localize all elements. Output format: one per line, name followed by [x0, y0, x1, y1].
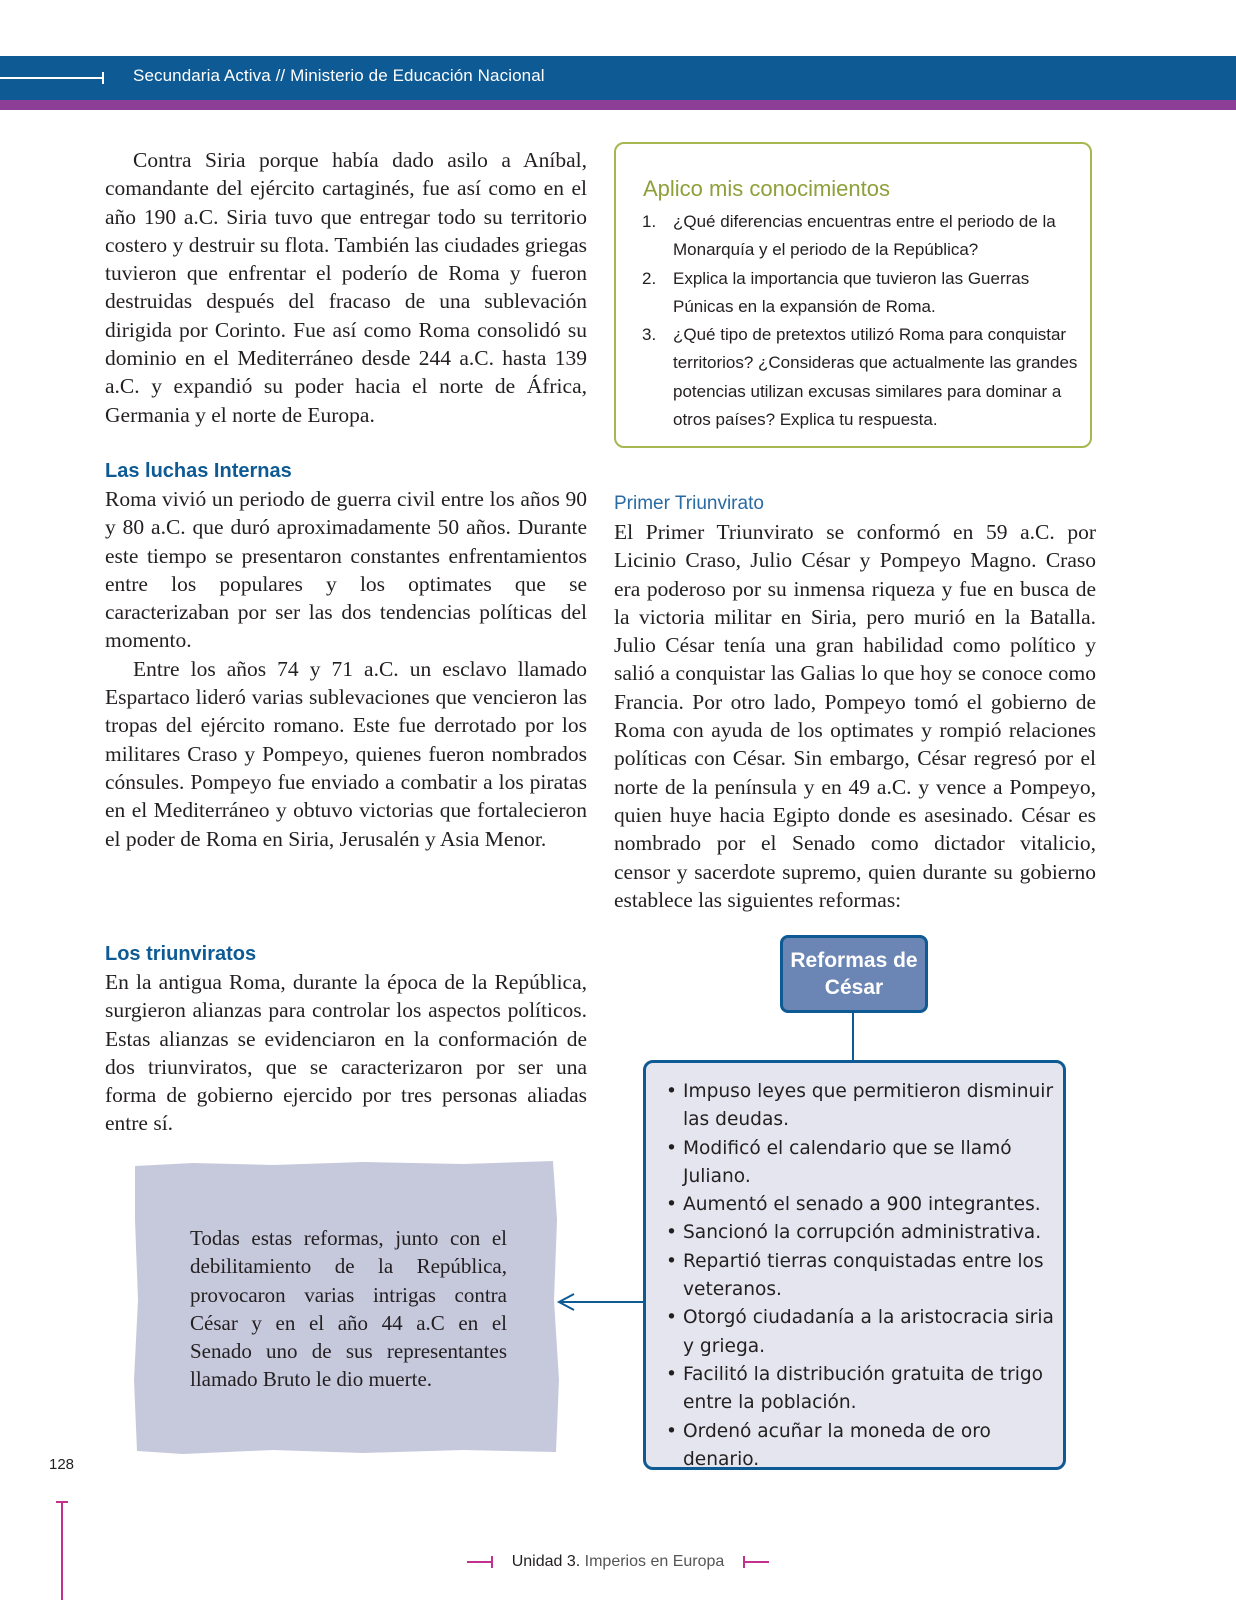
- question-text: Explica la importancia que tuvieron las Guerras Púnicas en la expansión de Roma.: [673, 268, 1030, 316]
- luchas-internas-heading: Las luchas Internas: [105, 459, 292, 482]
- primer-triunvirato-paragraph: El Primer Triunvirato se conformó en 59 a.C. por Licinio Craso, Julio César y Pompeyo Magno. Craso era poderoso por su inmensa riqueza y fue en busca de la victoria militar en Siria, pero murió en la Batalla. Julio César tenía una gran habilidad como político y salió a conquistar las Galias lo que hoy se conoce como Francia. Por otro lado, Pompeyo tomó el gobierno de Roma con ayuda de los optimates y rompió relaciones políticas con César. Sin embargo, César regresó por el norte de la península y en 49 a.C. y vence a Pompeyo, quien huye hacia Egipto donde es asesinado. César es nombrado por el Senado como dictador vitalicio, censor y sacerdote supremo, quien durante su gobierno establece las siguientes reformas:: [614, 520, 1096, 912]
- reformas-list-box: [643, 1060, 1066, 1470]
- reform-item: • Sancionó la corrupción administrativa.: [666, 1219, 1061, 1247]
- question-number: 2.: [642, 268, 657, 288]
- aplico-title: Aplico mis conocimientos: [643, 176, 890, 201]
- aplico-question: [638, 321, 1078, 434]
- question-text: ¿Qué diferencias encuentras entre el periodo de la Monarquía y el periodo de la República?: [673, 212, 1056, 260]
- left-column: [105, 146, 587, 853]
- luchas-paragraph-2: Entre los años 74 y 71 a.C. un esclavo llamado Espartaco lideró varias sublevaciones que vencieron las tropas del ejército romano. Este fue derrotado por los militares Craso y Pompeyo, quienes fueron nombrados cónsules. Pompeyo fue enviado a combatir a los piratas en el Mediterráneo y obtuvo victorias que fortalecieron el poder de Roma en Siria, Jerusalén y Asia Menor.: [105, 656, 587, 851]
- reformas-list: [666, 1078, 1061, 1474]
- triunviratos-section: [105, 940, 587, 1138]
- question-text: ¿Qué tipo de pretextos utilizó Roma para conquistar territorios? ¿Consideras que actualmente las grandes potencias utilizan excusas similares para dominar a otros países? Explica tu respuesta.: [673, 325, 1078, 430]
- footer-mark-left: [467, 1561, 493, 1563]
- aplico-box: [614, 142, 1092, 448]
- luchas-paragraph-1: Roma vivió un periodo de guerra civil entre los años 90 y 80 a.C. que duró aproximadamente 50 años. Durante este tiempo se presentaron constantes enfrentamientos entre los populares y los optimates que se caracterizaban por ser las dos tendencias políticas del momento.: [105, 486, 587, 653]
- margin-rule: [61, 1502, 63, 1600]
- question-number: 1.: [642, 212, 657, 231]
- primer-triunvirato-heading: Primer Triunvirato: [614, 493, 764, 514]
- aplico-question: [638, 208, 1078, 265]
- triunviratos-paragraph: En la antigua Roma, durante la época de la República, surgieron alianzas para controlar los aspectos políticos. Estas alianzas se evidenciaron en la conformación de dos triunviratos, que se caracterizaron por ser una forma de gobierno ejercido por tres personas aliadas entre sí.: [105, 970, 587, 1136]
- reform-item: • Aumentó el senado a 900 integrantes.: [666, 1191, 1061, 1219]
- conclusion-text: Todas estas reformas, junto con el debilitamiento de la República, provocaron varias intrigas contra César y en el año 44 a.C en el Senado uno de sus representantes llamado Bruto le dio muerte.: [190, 1226, 507, 1392]
- intro-paragraph: Contra Siria porque había dado asilo a Aníbal, comandante del ejército cartaginés, fue así como en el año 190 a.C. Siria tuvo que entregar todo su territorio costero y destruir su flota. También las ciudades griegas tuvieron que enfrentar el poderío de Roma y fueron destruidas después del fracaso de una sublevación dirigida por Corinto. Fue así como Roma consolidó su dominio en el Mediterráneo desde 244 a.C. hasta 139 a.C. y expandió su poder hacia el norte de África, Germania y el norte de Europa.: [105, 148, 587, 427]
- reform-item: • Repartió tierras conquistadas entre los veteranos.: [666, 1248, 1061, 1305]
- primer-triunvirato-section: [614, 490, 1096, 914]
- footer: [0, 1553, 1236, 1571]
- reform-item: • Impuso leyes que permitieron disminuir las deudas.: [666, 1078, 1061, 1135]
- header-stripe: [0, 100, 1236, 110]
- question-number: 3.: [642, 325, 657, 345]
- arrow-left-icon: [556, 1292, 646, 1312]
- footer-mark-right: [743, 1561, 769, 1563]
- triunviratos-heading: Los triunviratos: [105, 943, 257, 965]
- reformas-title-box: [780, 935, 928, 1013]
- diagram-connector: [852, 1013, 854, 1061]
- reformas-title: Reformas de César: [790, 949, 918, 999]
- aplico-question-list: [638, 208, 1078, 434]
- reform-item: • Otorgó ciudadanía a la aristocracia siria y griega.: [666, 1304, 1061, 1361]
- reform-item: • Ordenó acuñar la moneda de oro denario.: [666, 1418, 1061, 1475]
- header-rule: [0, 77, 104, 79]
- footer-unit-title: Imperios en Europa: [584, 1553, 725, 1570]
- footer-unit-label: Unidad 3.: [511, 1553, 581, 1570]
- header-title: Secundaria Activa // Ministerio de Educación Nacional: [133, 66, 545, 85]
- page-number: 128: [49, 1456, 75, 1473]
- aplico-question: [638, 265, 1078, 322]
- reform-item: • Facilitó la distribución gratuita de trigo entre la población.: [666, 1361, 1061, 1418]
- reform-item: • Modificó el calendario que se llamó Juliano.: [666, 1135, 1061, 1192]
- header-rule-tick: [102, 72, 104, 84]
